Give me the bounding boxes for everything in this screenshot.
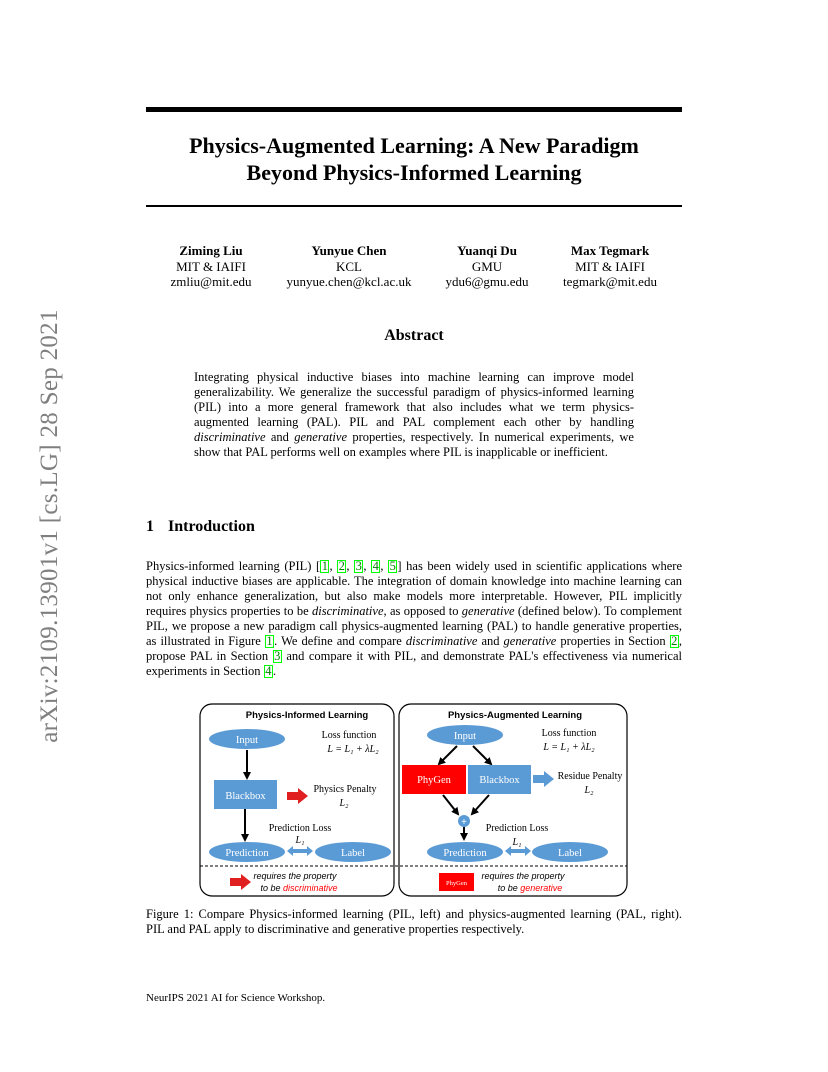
intro-paragraph: Physics-informed learning (PIL) [ 1 , 2 , 3 , 4 , 5 ] has been widely used in scientific applications where physical inductive biases are applicable. The integration of domain knowledge into machine learning can not only enhance generalization, but also make models more interpretable. However, PIL implicitly requires physics properties to be discriminative, as opposed to generative (defined below). To complement PIL, we propose a new paradigm call physics-augmented learning (PAL) to handle generative properties, as illustrated in Figure 1 . We define and compare discriminative and generative properties in Section 2 , propose PAL in Section 3 and compare it with PIL, and demonstrate PAL's effectiveness via numerical experiments in Section 4 .	[146, 559, 683, 678]
abstract-emphasis: generative	[294, 430, 347, 444]
legend-left-line2	[260, 883, 337, 893]
author-email: zmliu@mit.edu	[170, 274, 252, 289]
prediction-loss-label: Prediction Loss	[268, 823, 332, 834]
legend-left-line1: requires the property	[253, 871, 337, 881]
paper-title-line2: Beyond Physics-Informed Learning	[246, 160, 582, 185]
abstract-heading: Abstract	[384, 327, 444, 344]
text-emphasis: discriminative	[405, 634, 478, 648]
author-email: yunyue.chen@kcl.ac.uk	[286, 274, 412, 289]
label-label: Label	[341, 848, 365, 859]
label-label: Label	[558, 848, 582, 859]
abstract-part: Integrating physical inductive biases into machine learning can improve model generalizability. We generalize the successful paradigm of physics-informed learning (PIL) into a more general framework that also includes what we term physics-augmented learning (PAL). PIL and PAL complement each other by handling	[194, 370, 634, 429]
citation-link[interactable]: 2	[338, 559, 345, 573]
section-ref-link[interactable]: 3	[274, 649, 281, 663]
section-title: Introduction	[168, 518, 255, 535]
author-block	[269, 243, 429, 290]
text-emphasis: generative	[461, 604, 515, 618]
citation-link[interactable]: 4	[372, 559, 379, 573]
red-arrow-icon	[230, 874, 251, 890]
legend-text-run: to be	[260, 883, 284, 893]
loss-equation: L = L₁ + λL₂	[327, 744, 379, 755]
blackbox-label: Blackbox	[225, 791, 266, 802]
text-run: . We define and compare	[274, 634, 406, 648]
text-emphasis: generative	[503, 634, 557, 648]
abstract-emphasis: discriminative	[194, 430, 266, 444]
text-emphasis: discriminative	[311, 604, 384, 618]
physics-penalty-l2: L₂	[339, 798, 349, 809]
legend-keyword: discriminative	[283, 883, 338, 893]
text-run: ] has been widely used in scientific applications where physical inductive biases are applicable. The integration of domain knowledge into machine learning can not only enhance generalization, but also make models more interpretable. However, PIL implicitly requires physics properties to be	[146, 559, 683, 618]
author-block	[530, 243, 690, 290]
citation-link[interactable]: 3	[355, 559, 362, 573]
author-block	[131, 243, 291, 290]
residue-penalty-l2: L₂	[584, 785, 594, 796]
loss-function-label: Loss function	[321, 730, 377, 741]
author-affiliation: KCL	[336, 258, 362, 274]
text-run: and	[477, 634, 504, 648]
arrow-blackbox-to-sum	[472, 795, 489, 814]
author-affiliation: MIT & IAIFI	[176, 258, 246, 274]
input-label: Input	[235, 735, 259, 746]
figure-caption: Figure 1: Compare Physics-informed learning (PIL, left) and physics-augmented learning (PAL, right). PIL and PAL apply to discriminative and generative properties respectively.	[146, 907, 682, 936]
figure-ref-link[interactable]: 1	[266, 634, 273, 648]
pil-panel-title: Physics-Informed Learning	[245, 710, 369, 721]
citation-link[interactable]: 1	[321, 559, 328, 573]
author-affiliation: MIT & IAIFI	[575, 258, 645, 274]
physics-penalty-label: Physics Penalty	[313, 784, 377, 795]
blackbox-label: Blackbox	[479, 775, 520, 786]
prediction-loss-l1: L₁	[512, 837, 522, 848]
text-run: .	[272, 664, 277, 678]
legend-right-line1: requires the property	[481, 871, 565, 881]
prediction-loss-l1: L₁	[295, 835, 305, 846]
section-ref-link[interactable]: 2	[671, 634, 678, 648]
input-label: Input	[453, 731, 477, 742]
prediction-label: Prediction	[443, 848, 487, 859]
figure-1-diagram	[199, 702, 631, 898]
author-name: Yunyue Chen	[311, 243, 387, 258]
double-arrow-icon	[287, 846, 313, 856]
loss-equation: L = L₁ + λL₂	[543, 742, 595, 753]
author-name: Max Tegmark	[570, 243, 650, 258]
abstract-part: properties, respectively. In numerical experiments, we show that PAL performs well on examples where PIL is inapplicable or inefficient.	[194, 430, 634, 459]
author-email: tegmark@mit.edu	[563, 274, 657, 289]
author-affiliation: GMU	[471, 258, 503, 274]
phygen-label: PhyGen	[417, 775, 451, 786]
phygen-legend-label: PhyGen	[446, 880, 467, 887]
legend-right-line2	[498, 883, 563, 893]
abstract-part: and	[265, 430, 295, 444]
paper-title-line1: Physics-Augmented Learning: A New Paradigm	[189, 133, 639, 158]
section-number: 1	[146, 518, 154, 535]
red-arrow-icon	[287, 788, 308, 804]
arrow-input-to-blackbox	[473, 746, 491, 764]
author-name: Yuanqi Du	[457, 243, 517, 258]
plus-icon: +	[461, 817, 467, 828]
arrow-phygen-to-sum	[443, 795, 458, 814]
title-top-rule	[146, 107, 682, 112]
arxiv-stamp: arXiv:2109.13901v1 [cs.LG] 28 Sep 2021	[36, 309, 63, 743]
text-run: (defined below). To complement PIL, we propose a new paradigm call physics-augmented learning (PAL) to handle generative properties, as illustrated in Figure	[146, 604, 682, 648]
footer-venue: NeurIPS 2021 AI for Science Workshop.	[146, 992, 326, 1004]
author-email: ydu6@gmu.edu	[445, 274, 529, 289]
section-ref-link[interactable]: 4	[265, 664, 272, 678]
legend-keyword: generative	[520, 883, 563, 893]
residue-penalty-label: Residue Penalty	[557, 771, 623, 782]
text-run: properties in Section	[556, 634, 670, 648]
blue-arrow-icon	[533, 771, 554, 787]
text-run: , propose PAL in Section	[146, 634, 683, 663]
loss-function-label: Loss function	[541, 728, 597, 739]
section-heading	[146, 518, 255, 536]
citation-link[interactable]: 5	[389, 559, 396, 573]
prediction-loss-label: Prediction Loss	[485, 823, 549, 834]
text-run: , as opposed to	[383, 604, 462, 618]
pal-panel-title: Physics-Augmented Learning	[447, 710, 583, 721]
text-run: and compare it with PIL, and demonstrate PAL's effectiveness via numerical experiments in Section	[146, 649, 682, 678]
prediction-label: Prediction	[225, 848, 269, 859]
text-run: Physics-informed learning (PIL) [	[146, 559, 321, 573]
arrow-input-to-phygen	[439, 746, 457, 764]
abstract-text	[194, 370, 634, 460]
title-bottom-rule	[146, 205, 682, 207]
legend-text-run: to be	[497, 883, 521, 893]
author-name: Ziming Liu	[179, 243, 243, 258]
